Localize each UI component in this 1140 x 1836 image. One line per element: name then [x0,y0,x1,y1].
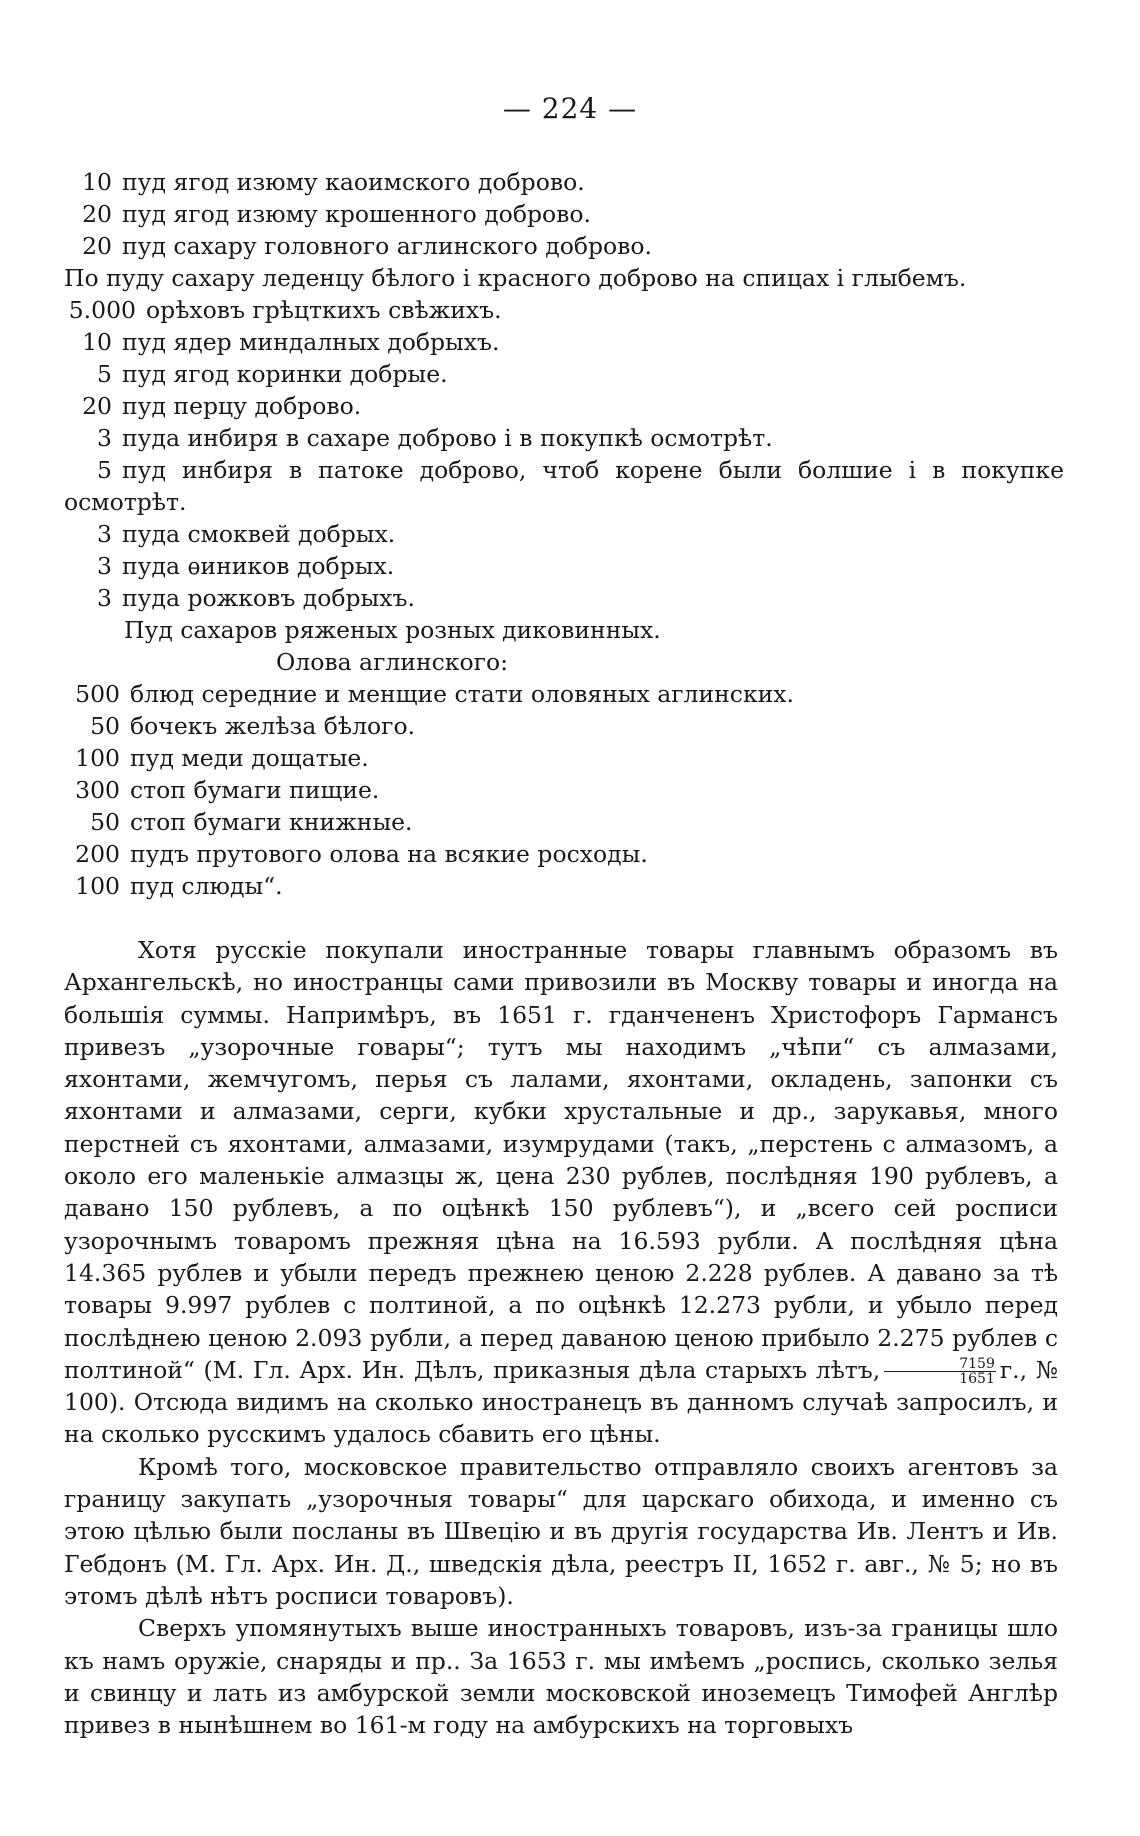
item-text: блюд середние и менщие стати оловяных аглинских. [130,680,795,708]
item-qty: 200 [75,840,120,868]
item-text: пуд ягод изюму каоимского доброво. [122,168,585,196]
list-item [64,870,1064,902]
item-text: пуд сахару головного аглинского доброво. [122,232,653,260]
list-subheading [64,646,1064,678]
item-text: пуд слюды“. [130,872,283,900]
body-text [64,934,1058,1741]
list-item [64,678,1064,710]
list-item [64,806,1064,838]
item-text: Пуд сахаров ряженых розных диковинных. [124,616,661,644]
list-item [64,198,1064,230]
item-text: пуд ягод изюму крошенного доброво. [122,200,592,228]
item-text: бочекъ желѣза бѣлого. [130,712,416,740]
item-qty: 3 [97,584,112,612]
item-text: пуд меди дощатые. [130,744,369,772]
fraction-numerator: 7159 [884,1357,996,1372]
item-qty: 10 [82,328,112,356]
item-text: стоп бумаги пищие. [130,776,380,804]
item-text: пуд ягод коринки добрые. [122,360,448,388]
list-item [64,390,1064,422]
list-item [64,774,1064,806]
paragraph: Кромѣ того, московское правительство отправляло своихъ агентовъ за границу закупать „узорочныя товары“ для царскаго обихода, и именно съ этою цѣлью были посланы въ Швецію и въ другія государства Ив. Лентъ и Ив. Гебдонъ (М. Гл. Арх. Ин. Д., шведскія дѣла, реестръ II, 1652 г. авг., № 5; но въ этомъ дѣлѣ нѣтъ росписи товаровъ). [64,1452,1058,1610]
item-text: Олова аглинского: [276,648,509,676]
list-item [64,838,1064,870]
year-fraction [884,1357,996,1386]
item-text: пуда рожковъ добрыхъ. [122,584,415,612]
list-item [64,422,1064,454]
item-text: пуд ядер миндалных добрыхъ. [122,328,500,356]
list-item [64,454,1064,518]
list-item [64,710,1064,742]
page-number: — 224 — [502,92,638,125]
item-text: пуд перцу доброво. [122,392,362,420]
item-qty: 50 [90,808,120,836]
item-text: пуд инбиря в патоке доброво, чтоб корене были болшие і в покупке осмотрѣт. [64,456,1064,516]
list-item [64,550,1064,582]
item-qty: 300 [75,776,120,804]
goods-list [64,166,1064,902]
paragraph-text: г., № 100). Отсюда видимъ на сколько иностранецъ въ данномъ случаѣ запросилъ, и на сколько русскимъ удалось сбавить его цѣны. [64,1355,1058,1449]
list-item [64,614,1064,646]
list-item [64,518,1064,550]
item-qty: 20 [82,232,112,260]
item-qty: 3 [97,552,112,580]
paragraph [64,934,1058,1451]
list-item [64,294,1064,326]
item-text: пудъ прутового олова на всякие росходы. [130,840,648,868]
item-text: пуда ѳиников добрых. [122,552,395,580]
list-item [64,166,1064,198]
item-qty: 20 [82,200,112,228]
item-text: стоп бумаги книжные. [130,808,413,836]
list-item [64,230,1064,262]
item-text: орѣховъ грѣцткихъ свѣжихъ. [146,296,502,324]
item-qty: 3 [97,424,112,452]
item-text: пуда смоквей добрых. [122,520,396,548]
item-qty: 100 [75,744,120,772]
item-text: пуда инбиря в сахаре доброво і в покупкѣ осмотрѣт. [122,424,773,452]
list-item [64,582,1064,614]
item-qty: 3 [97,520,112,548]
paragraph: Сверхъ упомянутыхъ выше иностранныхъ товаровъ, изъ-за границы шло къ намъ оружіе, снаряды и пр.. За 1653 г. мы имѣемъ „роспись, сколько зелья и свинцу и лать из амбурской земли московской иноземецъ Тимофей Англѣр привез в нынѣшнем во 161-м году на амбурскихъ на торговыхъ [64,1614,1058,1740]
list-item [64,326,1064,358]
item-qty: 100 [75,872,120,900]
list-item [64,262,1064,294]
list-item [64,742,1064,774]
list-item [64,358,1064,390]
item-qty: 20 [82,392,112,420]
item-text: По пуду сахару леденцу бѣлого і красного доброво на спицах і глыбемъ. [64,264,967,292]
item-qty: 5 [97,456,112,484]
paragraph-text: Хотя русскіе покупали иностранные товары главнымъ образомъ въ Архангельскѣ, но иностранцы сами привозили въ Москву товары и иногда на большія суммы. Напримѣръ, въ 1651 г. гданчененъ Христофоръ Гармансъ привезъ „узорочные говары“; тутъ мы находимъ „чѣпи“ съ алмазами, яхонтами, жемчугомъ, перья съ лалами, яхонтами, окладень, запонки съ яхонтами и алмазами, серги, кубки хрустальные и др., зарукавья, много перстней съ яхонтами, алмазами, изумрудами (такъ, „перстень с алмазомъ, а около его маленькіе алмазцы ж, цена 230 рублев, послѣдняя 190 рублевъ, а давано 150 рублевъ, а по оцѣнкѣ 150 рублевъ“), и „всего сей росписи узорочнымъ товаромъ прежняя цѣна на 16.593 рубли. А послѣдняя цѣна 14.365 рублев и убыли передъ прежнею ценою 2.228 рублев. А давано за тѣ товары 9.997 рублев с полтиной, а по оцѣнкѣ 12.273 рубли, и убыло перед послѣднею ценою 2.093 рубли, а перед даваною ценою прибыло 2.275 рублев с полтиной“ (М. Гл. Арх. Ин. Дѣлъ, приказныя дѣла старыхъ лѣтъ, [64,936,1058,1384]
item-qty: 500 [75,680,120,708]
item-qty: 5 [97,360,112,388]
item-qty: 10 [82,168,112,196]
item-qty: 50 [90,712,120,740]
item-qty: 5.000 [68,296,136,324]
fraction-denominator: 1651 [959,1370,995,1387]
